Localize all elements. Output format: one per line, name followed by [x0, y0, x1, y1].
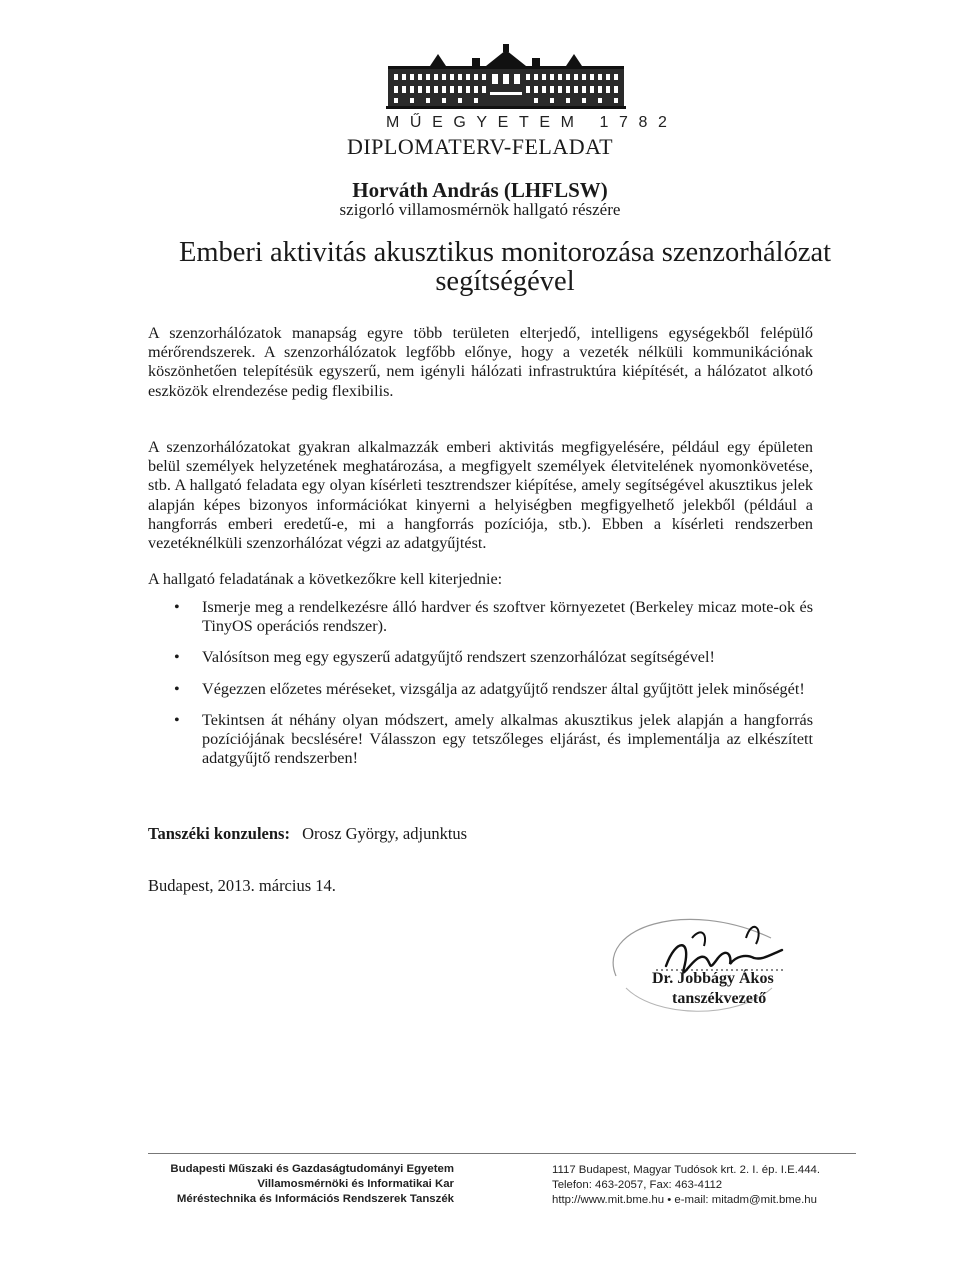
student-name: Horváth András (LHFLSW): [352, 178, 608, 202]
consultant-name: Orosz György, adjunktus: [302, 824, 468, 843]
footer-line: Budapesti Műszaki és Gazdaságtudományi Egyetem: [170, 1163, 454, 1175]
consultant-line: [148, 824, 467, 844]
footer-web: http://www.mit.bme.hu • e-mail: mitadm@mit.bme.hu: [552, 1194, 817, 1206]
bullet-icon: •: [174, 679, 180, 698]
footer-phone: Telefon: 463-2057, Fax: 463-4112: [552, 1179, 723, 1191]
paragraph-intro: A szenzorhálózatok manapság egyre több területen elterjedő, intelligens egységekből felépülő mérőrendszerek. A szenzorhálózatok legfőbb előnye, hogy a vezeték nélküli kommunikációnak köszönhetően telepítésük egyszerű, nem igényli hálózati infrastruktúra kiépítését, a hálózatot alkotó eszközök elrendezése pedig flexibilis.: [148, 324, 813, 400]
list-item: [148, 711, 813, 769]
signatory-name: Dr. Jobbágy Ákos: [652, 970, 774, 987]
footer-line: Villamosmérnöki és Informatikai Kar: [257, 1178, 454, 1190]
footer-line: Méréstechnika és Információs Rendszerek Tanszék: [176, 1193, 454, 1205]
document-type: DIPLOMATERV-FELADAT: [346, 134, 614, 159]
consultant-label: Tanszéki konzulens:: [148, 824, 290, 843]
list-item: [148, 598, 813, 636]
university-logo: [386, 44, 678, 131]
task-text: Végezzen előzetes méréseket, vizsgálja az adatgyűjtő rendszer által gyűjtött jelek minőségét!: [202, 679, 805, 698]
footer-divider: [148, 1153, 856, 1154]
footer-contact: [552, 1163, 862, 1208]
signatory-role: tanszékvezető: [672, 990, 767, 1007]
list-item: [148, 648, 813, 667]
task-text: Valósítson meg egy egyszerű adatgyűjtő rendszert szenzorhálózat segítségével!: [202, 648, 715, 667]
task-text: Ismerje meg a rendelkezésre álló hardver és szoftver környezetet (Berkeley micaz mote-ok és TinyOS operációs rendszer).: [202, 598, 813, 636]
list-item: [148, 680, 813, 699]
paragraph-scope: A hallgató feladatának a következőkre kell kiterjednie:: [148, 570, 503, 588]
thesis-title: Emberi aktivitás akusztikus monitorozása szenzorhálózat segítségével: [178, 237, 832, 297]
building-icon: [386, 44, 626, 112]
bullet-icon: •: [174, 710, 180, 729]
task-list: [148, 598, 813, 780]
stamp-signature-icon: [596, 898, 786, 1028]
task-text: Tekintsen át néhány olyan módszert, amely alkalmas akusztikus jelek alapján a hangforrás pozíciójának becslésére! Válasszon egy tetszőleges eljárást, és implementálja az elkészített adatgyűjtő rendszerben!: [202, 710, 813, 768]
student-role: szigorló villamosmérnök hallgató részére: [339, 200, 621, 219]
logo-wordmark: MŰEGYETEM 1782: [386, 114, 678, 131]
bullet-icon: •: [174, 598, 180, 616]
date-line: Budapest, 2013. március 14.: [148, 876, 336, 895]
footer-address: 1117 Budapest, Magyar Tudósok krt. 2. I. ép. I.E.444.: [552, 1164, 821, 1176]
footer-institution: [148, 1162, 454, 1207]
bullet-icon: •: [174, 648, 180, 667]
paragraph-task: A szenzorhálózatokat gyakran alkalmazzák emberi aktivitás megfigyelésére, például egy épületen belül személyek helyzetének meghatározása, a megfigyelt személyek életvitelének nyomonkövetése, stb. A hallgató feladata egy olyan kísérleti tesztrendszer kiépítése, amely segítségével akusztikus jelek alapján képes bizonyos információkat kinyerni a helyiségben megfigyelhető jelekből (például a hangforrás emberi eredetű-e, mi a hangforrás pozíciója, stb.). Ebben a kísérleti rendszerben vezetéknélküli szenzorhálózat végzi az adatgyűjtést.: [148, 438, 813, 553]
